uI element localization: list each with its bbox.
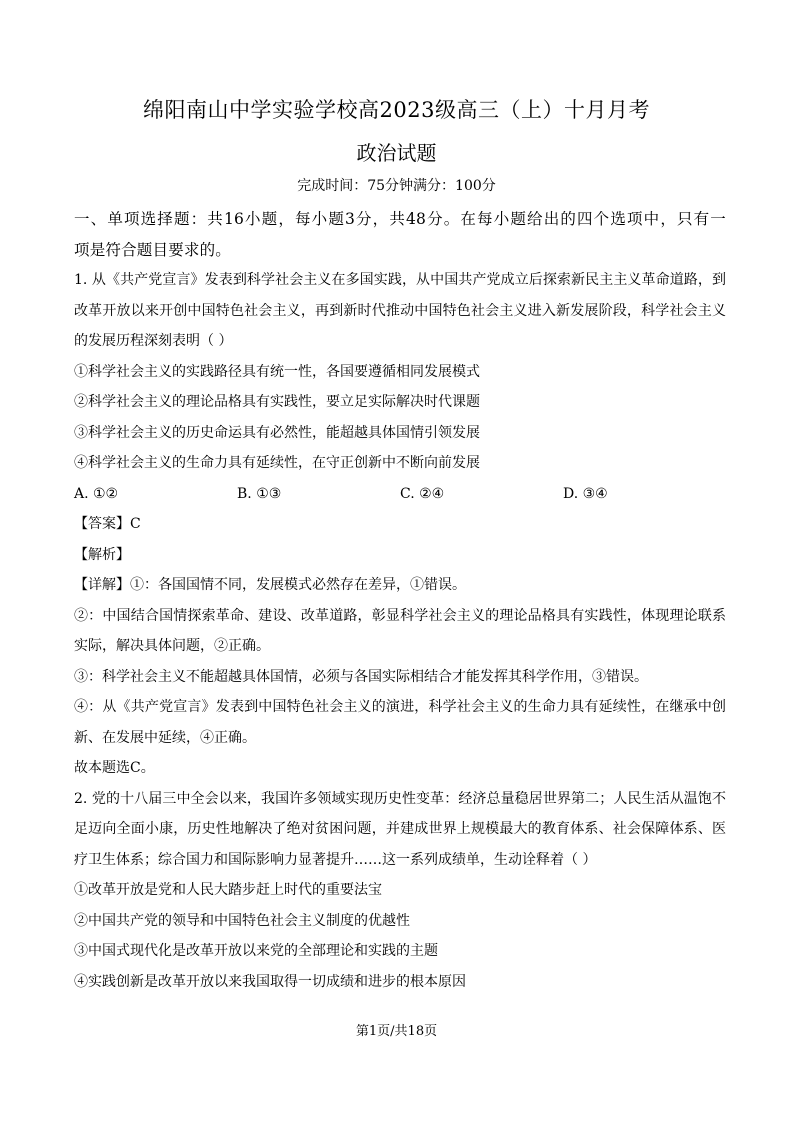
q1-detail: 实际，解决具体问题，②正确。: [74, 638, 270, 654]
q1-options: [74, 479, 726, 510]
q1-analysis-heading: 【解析】: [74, 546, 130, 563]
q2-statement: ②中国共产党的领导和中国特色社会主义制度的优越性: [74, 912, 410, 929]
q2-stem: 2. 党的十八届三中全会以来，我国许多领域实现历史性变革：经济总量稳居世界第二；人民生活从温饱不: [74, 790, 726, 807]
q1-statement: ①科学社会主义的实践路径具有统一性，各国要遵循相同发展模式: [74, 363, 480, 380]
q2-statement: ③中国式现代化是改革开放以来党的全部理论和实践的主题: [74, 943, 438, 959]
q2-statement: ①改革开放是党和人民大踏步赶上时代的重要法宝: [74, 882, 382, 898]
section-instruction-cont: 项是符合题目要求的。: [74, 240, 232, 259]
q1-statement: ②科学社会主义的理论品格具有实践性，要立足实际解决时代课题: [74, 394, 480, 410]
q1-statement: ④科学社会主义的生命力具有延续性，在守正创新中不断向前发展: [74, 455, 480, 471]
q1-detail: ③：科学社会主义不能超越具体国情，必须与各国实际相结合才能发挥其科学作用，③错误。: [74, 668, 648, 685]
q1-option-c: C. ②④: [400, 485, 445, 502]
q1-option-a: A. ①②: [74, 485, 119, 502]
page-number: 第1页/共18页: [355, 1024, 438, 1039]
q1-option-d: D. ③④: [563, 485, 608, 502]
q2-stem: 足迈向全面小康，历史性地解决了绝对贫困问题，并建成世界上规模最大的教育体系、社会保障体系、医: [74, 821, 726, 837]
q1-statement: ③科学社会主义的历史命运具有必然性，能超越具体国情引领发展: [74, 424, 480, 441]
q1-detail: 新、在发展中延续，④正确。: [74, 729, 256, 746]
q1-stem: 改革开放以来开创中国特色社会主义，再到新时代推动中国特色社会主义进入新发展阶段，科学社会主义: [74, 302, 726, 319]
q1-option-b: B. ①③: [237, 485, 282, 502]
q1-detail: ④：从《共产党宣言》发表到中国特色社会主义的演进，科学社会主义的生命力具有延续性，在继承中创: [74, 699, 726, 715]
q1-detail: 【详解】①：各国国情不同，发展模式必然存在差异，①错误。: [74, 577, 466, 593]
q2-stem: 疗卫生体系；综合国力和国际影响力显著提升……这一系列成绩单，生动诠释着（ ）: [74, 851, 597, 868]
exam-subject: 政治试题: [356, 141, 437, 165]
section-instruction: 一、单项选择题：共16小题，每小题3分，共48分。在每小题给出的四个选项中，只有一: [74, 210, 726, 228]
q1-detail: ②：中国结合国情探索革命、建设、改革道路，彰显科学社会主义的理论品格具有实践性，体现理论联系: [74, 607, 726, 624]
q2-statement: ④实践创新是改革开放以来我国取得一切成绩和进步的根本原因: [74, 973, 466, 990]
q1-stem: 1. 从《共产党宣言》发表到科学社会主义在多国实践，从中国共产党成立后探索新民主主义革命道路，到: [74, 272, 726, 288]
q1-answer: 【答案】C: [74, 516, 141, 532]
document-body: [74, 204, 726, 997]
q1-stem: 的发展历程深刻表明（ ）: [74, 333, 233, 349]
exam-time-score: 完成时间：75分钟满分：100分: [297, 178, 496, 194]
exam-title: 绵阳南山中学实验学校高2023级高三（上）十月月考: [143, 98, 650, 122]
q1-conclusion: 故本题选C。: [74, 760, 155, 776]
